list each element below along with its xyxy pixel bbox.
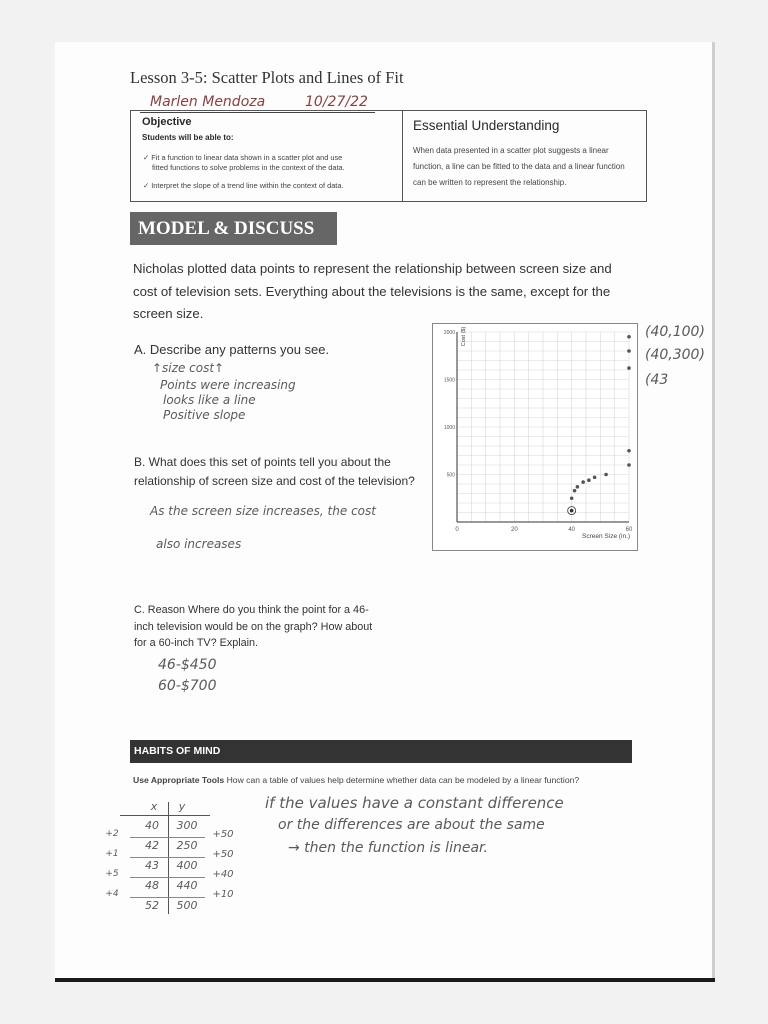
x-axis-label: Screen Size (in.): [582, 533, 631, 540]
table-cell-x: 42: [145, 839, 159, 852]
x-tick-label: 20: [510, 527, 518, 533]
y-tick-label: 500: [446, 472, 455, 479]
table-y-difference: +50: [212, 829, 234, 840]
table-cell-x: 43: [145, 859, 159, 872]
table-cell-y: 440: [176, 879, 198, 892]
data-point: [604, 473, 608, 477]
data-point: [627, 366, 631, 370]
table-y-difference: +50: [212, 849, 234, 860]
table-cell-y: 400: [176, 859, 198, 872]
table-x-difference: +4: [105, 889, 119, 899]
data-point: [573, 489, 577, 493]
essential-understanding-text: When data presented in a scatter plot suggests a linear function, a line can be fitted to the data and a linear function can be written to represent the relationship.: [413, 146, 625, 187]
answer-a-line: Positive slope: [163, 408, 246, 422]
data-point: [627, 349, 631, 353]
table-row-rule: [130, 837, 205, 838]
data-point: [627, 335, 631, 339]
side-note: (40,100): [645, 324, 705, 340]
table-cell-x: 48: [145, 879, 159, 892]
essential-understanding-heading: Essential Understanding: [413, 118, 560, 133]
y-tick-label: 1500: [443, 377, 455, 384]
question-c: C. Reason Where do you think the point for a 46-inch television would be on the graph? How about for a 60-inch TV? Explain.: [134, 604, 373, 649]
xy-table: [100, 800, 260, 920]
date: 10/27/22: [305, 94, 368, 110]
habits-answer-line: if the values have a constant difference: [265, 794, 564, 812]
answer-b-line: also increases: [156, 537, 242, 551]
table-header-rule: [120, 815, 210, 816]
table-cell-y: 500: [176, 899, 198, 912]
objective-item: ✓ Interpret the slope of a trend line within the context of data.: [143, 181, 344, 190]
objective-item: ✓ Fit a function to linear data shown in a scatter plot and use: [143, 153, 343, 162]
section-banner: MODEL & DISCUSS: [130, 212, 337, 245]
side-note: (43: [645, 372, 669, 388]
habits-answer-line: or the differences are about the same: [278, 817, 545, 833]
scatter-plot-svg: [433, 324, 637, 550]
objective-item: fitted functions to solve problems in the context of the data.: [152, 163, 345, 172]
table-header-y: y: [178, 800, 186, 813]
answer-a-line: ↑size cost↑: [152, 361, 225, 375]
data-point: [576, 485, 580, 489]
table-header-x: x: [150, 800, 158, 813]
intro-paragraph: Nicholas plotted data points to represent the relationship between screen size and cost of television sets. Everything about the televisions is the same, except for the screen size.: [133, 261, 612, 321]
table-row-rule: [130, 857, 205, 858]
table-cell-x: 52: [145, 899, 159, 912]
table-cell-y: 250: [176, 839, 198, 852]
habits-of-mind-bar: HABITS OF MIND: [130, 740, 632, 763]
data-point: [581, 480, 585, 484]
x-tick-label: 40: [568, 527, 576, 533]
answer-a-line: looks like a line: [163, 393, 256, 407]
table-row-rule: [130, 897, 205, 898]
y-tick-label: 2000: [443, 330, 455, 336]
answer-b-line: As the screen size increases, the cost: [150, 504, 376, 518]
table-cell-x: 40: [145, 819, 159, 832]
table-row-rule: [130, 877, 205, 878]
side-note: (40,300): [645, 347, 705, 363]
data-point: [627, 449, 631, 453]
table-y-difference: +40: [212, 869, 234, 880]
data-point: [593, 476, 597, 480]
habits-answer-line: → then the function is linear.: [288, 840, 488, 856]
answer-c-line: 60-$700: [158, 678, 217, 694]
objective-divider: [402, 110, 403, 202]
scatter-plot: [432, 323, 638, 551]
habits-prompt: [133, 775, 579, 785]
highlighted-point: [570, 509, 574, 513]
habits-prompt-lead: Use Appropriate Tools: [133, 775, 225, 785]
x-tick-label: 0: [455, 527, 459, 533]
lesson-title: Lesson 3-5: Scatter Plots and Lines of Fit: [130, 68, 404, 87]
answer-a-line: Points were increasing: [160, 378, 296, 392]
table-x-difference: +1: [105, 849, 119, 859]
table-x-difference: +2: [105, 829, 119, 839]
page-edge-bottom: [55, 978, 715, 982]
objective-heading: Objective: [142, 116, 192, 128]
data-point: [570, 496, 574, 500]
question-b: B. What does this set of points tell you about the relationship of screen size and cost of the television?: [134, 455, 415, 488]
data-point: [627, 463, 631, 467]
data-point: [587, 478, 591, 482]
y-tick-label: 1000: [443, 425, 455, 431]
table-x-difference: +5: [105, 869, 119, 879]
objective-subheading: Students will be able to:: [142, 133, 234, 142]
question-a: A. Describe any patterns you see.: [134, 342, 330, 357]
habits-prompt-text: How can a table of values help determine whether data can be modeled by a linear function?: [224, 775, 580, 785]
answer-c-line: 46-$450: [158, 657, 217, 673]
y-axis-label: Cost ($): [461, 326, 467, 347]
table-cell-y: 300: [176, 819, 198, 832]
student-name: Marlen Mendoza: [150, 94, 266, 110]
table-y-difference: +10: [212, 889, 234, 900]
x-tick-label: 60: [625, 527, 633, 533]
page-edge: [712, 42, 715, 982]
